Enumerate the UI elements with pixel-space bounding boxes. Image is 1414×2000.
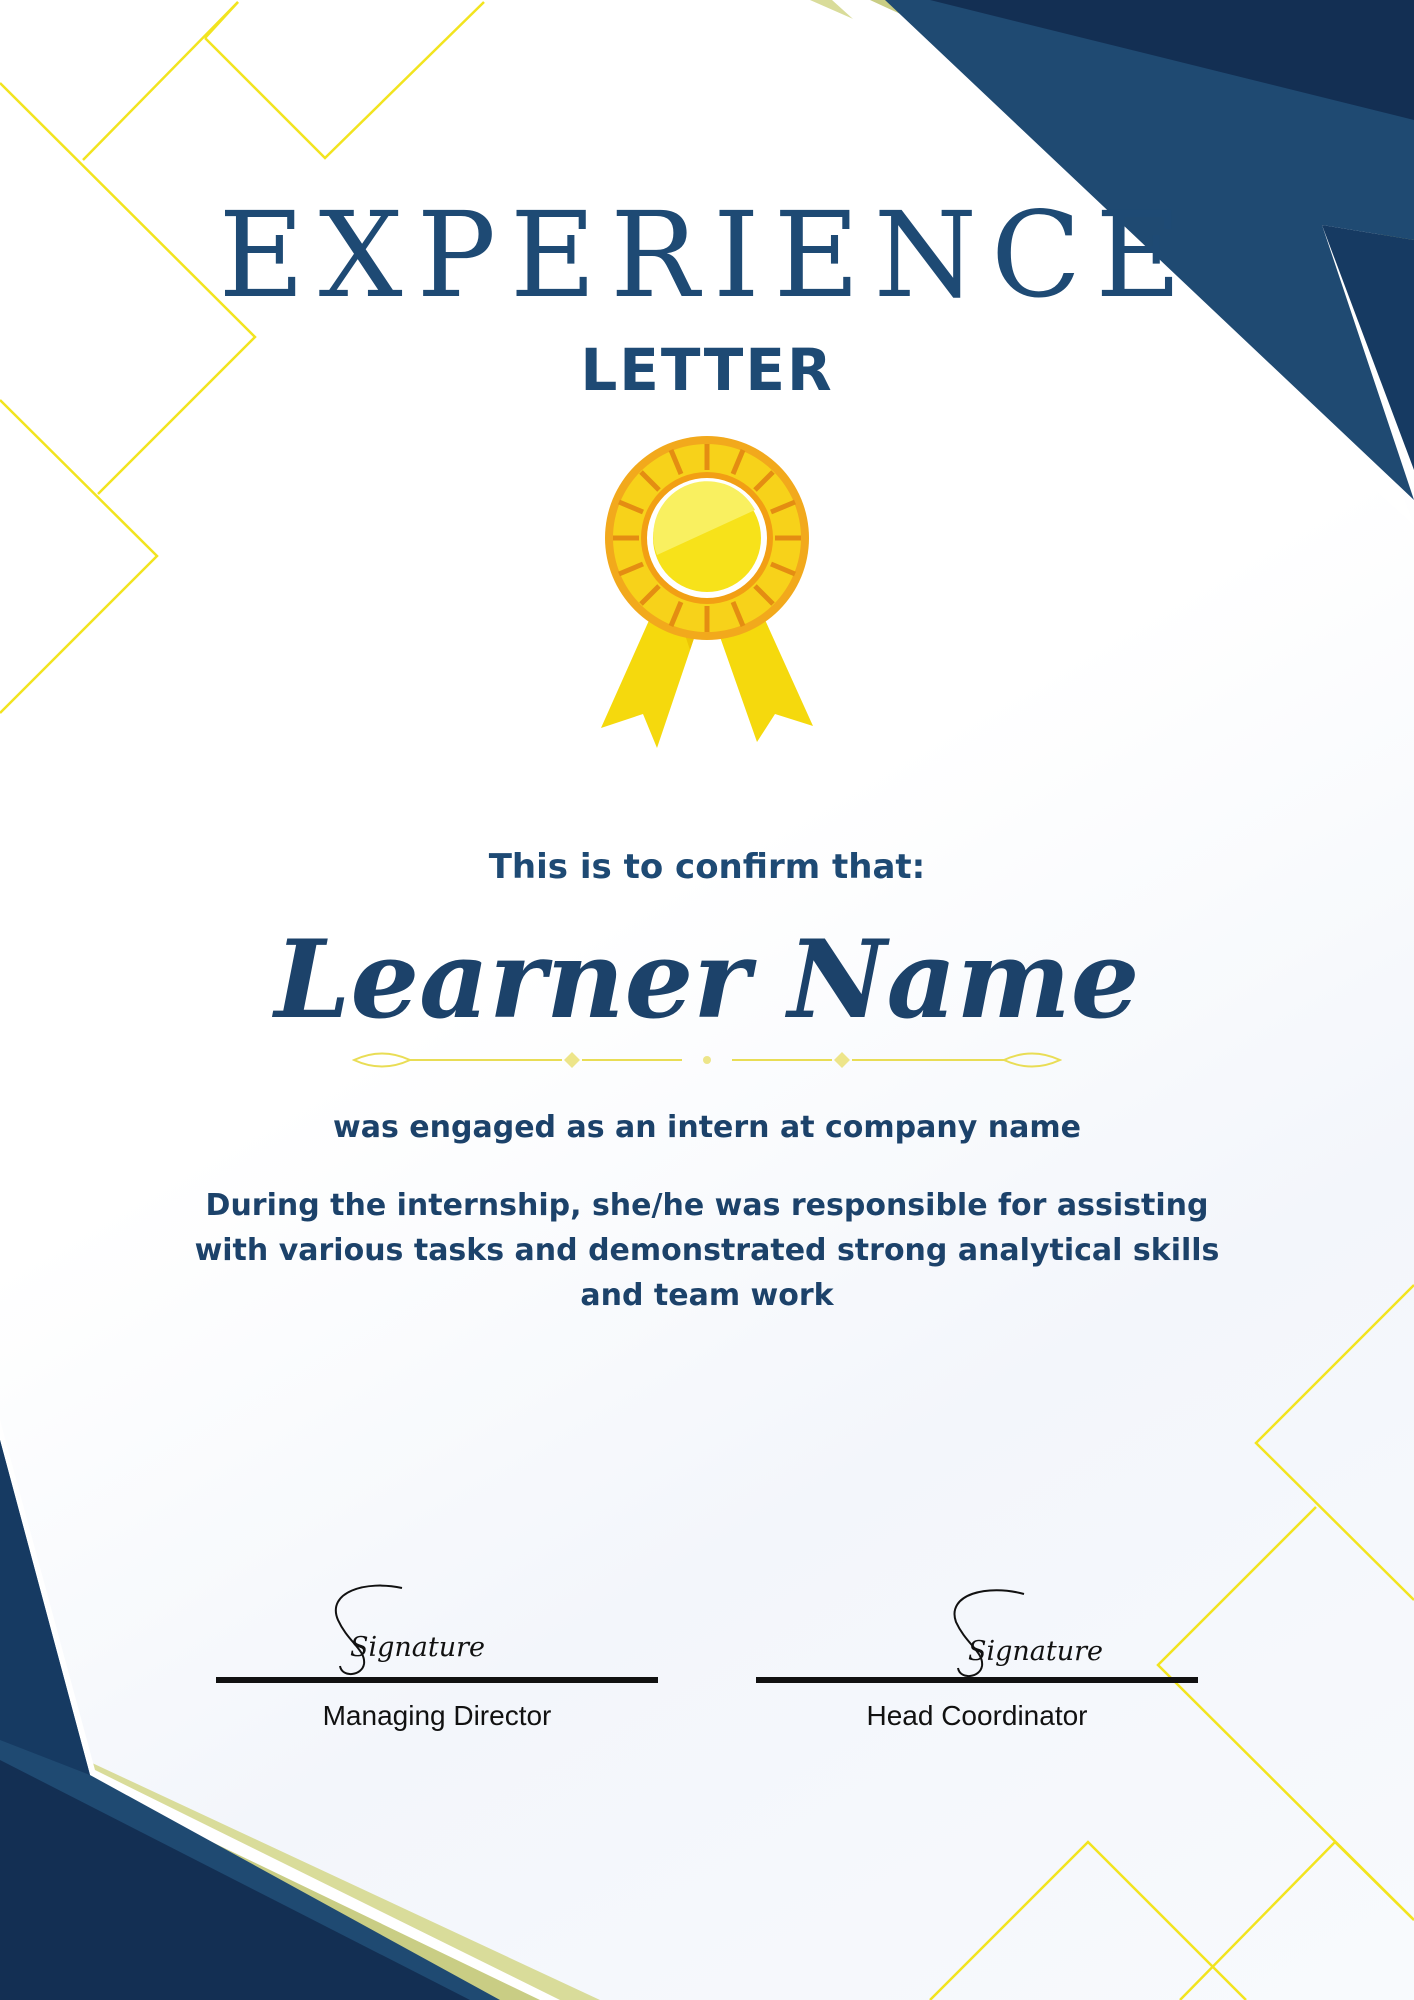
signature-graphic [756, 1580, 1198, 1680]
signature-line [216, 1677, 658, 1683]
svg-text:Signature: Signature [968, 1636, 1104, 1667]
certificate-title: EXPERIENCE [218, 186, 1196, 324]
learner-name: Learner Name [274, 917, 1140, 1043]
award-ribbon-icon [595, 430, 819, 750]
engagement-text: was engaged as an intern at company name [333, 1110, 1081, 1145]
signature-line [756, 1677, 1198, 1683]
ornamental-divider [352, 1045, 1062, 1075]
signature-graphic [216, 1580, 658, 1680]
certificate-subtitle: LETTER [580, 336, 834, 404]
confirm-text: This is to confirm that: [488, 847, 926, 887]
signature-block-managing-director [216, 1580, 658, 1740]
internship-description: During the internship, she/he was responsible for assisting with various tasks and demonstrated strong analytical skills and team work [194, 1188, 1220, 1313]
signatory-role: Head Coordinator [866, 1700, 1088, 1731]
svg-text:Signature: Signature [350, 1632, 486, 1663]
signature-block-head-coordinator [756, 1580, 1198, 1740]
signatory-role: Managing Director [322, 1700, 552, 1731]
